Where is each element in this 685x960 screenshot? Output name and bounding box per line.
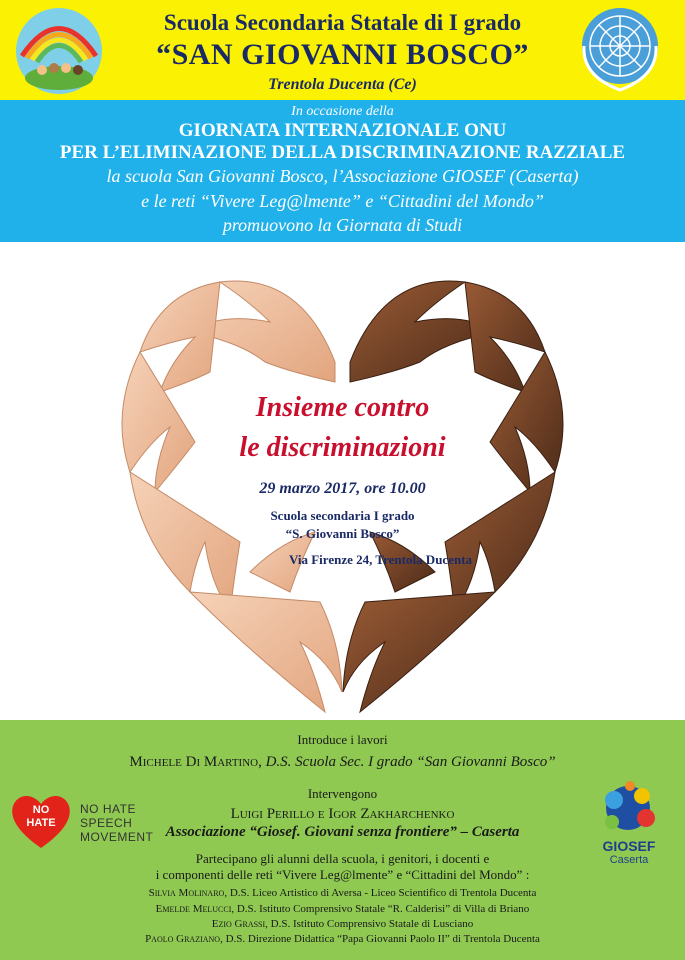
occasion-line-1: la scuola San Giovanni Bosco, l’Associazione GIOSEF (Caserta) bbox=[106, 166, 579, 186]
un-emblem-icon bbox=[574, 6, 666, 94]
participant-1-name: Silvia Molinaro, bbox=[148, 887, 228, 899]
participant-4 bbox=[0, 933, 685, 945]
participants-line-1: Partecipano gli alunni della scuola, i genitori, i docenti e bbox=[195, 851, 490, 866]
nohate-text-3: MOVEMENT bbox=[80, 830, 154, 844]
occasion-title-1: GIORNATA INTERNAZIONALE ONU bbox=[178, 120, 507, 141]
occasion-intro: In occasione della bbox=[291, 104, 394, 119]
nohate-text-2: SPEECH bbox=[80, 816, 133, 830]
event-venue-2: “S. Giovanni Bosco” bbox=[285, 526, 400, 541]
event-date: 29 marzo 2017, ore 10.00 bbox=[259, 480, 426, 497]
participant-3 bbox=[0, 918, 685, 930]
participant-4-name: Paolo Graziano, bbox=[145, 933, 223, 945]
participant-2-name: Emelde Melucci, bbox=[155, 903, 235, 915]
occasion-line-2: e le reti “Vivere Leg@lmente” e “Cittadini del Mondo” bbox=[141, 191, 544, 211]
nohate-heart-line-2: HATE bbox=[26, 817, 56, 829]
participant-4-role: D.S. Direzione Didattica “Papa Giovanni Paolo II” di Trentola Ducenta bbox=[222, 933, 540, 945]
giosef-city: Caserta bbox=[609, 854, 649, 866]
participant-3-name: Ezio Grassi, bbox=[211, 918, 268, 930]
intro-speaker-name: Michele Di Martino, bbox=[129, 754, 262, 770]
participant-2 bbox=[0, 903, 685, 915]
headline-line-1: Insieme contro bbox=[255, 392, 430, 423]
participants-line-2: i componenti delle reti “Vivere Leg@lmente” e “Cittadini del Mondo” : bbox=[155, 867, 530, 882]
header-band bbox=[0, 0, 685, 100]
program-band bbox=[0, 720, 685, 960]
headline-line-2: le discriminazioni bbox=[239, 432, 446, 463]
participant-3-role: D.S. Istituto Comprensivo Statale di Lusciano bbox=[267, 918, 474, 930]
occasion-band bbox=[0, 100, 685, 242]
nohate-heart-line-1: NO bbox=[32, 804, 50, 816]
event-address: Via Firenze 24, Trentola Ducenta bbox=[288, 552, 473, 567]
event-venue-1: Scuola secondaria I grado bbox=[270, 508, 415, 523]
speakers-names: Luigi Perillo e Igor Zakharchenko bbox=[230, 806, 455, 822]
hands-heart-area bbox=[0, 242, 685, 720]
intro-speaker-role: D.S. Scuola Sec. I grado “San Giovanni Bosco” bbox=[261, 754, 556, 770]
giosef-name: GIOSEF bbox=[602, 838, 656, 854]
participant-2-role: D.S. Istituto Comprensivo Statale “R. Calderisi” di Villa di Briano bbox=[234, 903, 530, 915]
speakers-label: Intervengono bbox=[307, 786, 378, 801]
occasion-title-2: PER L’ELIMINAZIONE DELLA DISCRIMINAZIONE RAZZIALE bbox=[59, 142, 626, 163]
school-name: “SAN GIOVANNI BOSCO” bbox=[156, 38, 529, 71]
speakers-org: Associazione “Giosef. Giovani senza frontiere” – Caserta bbox=[165, 824, 520, 840]
school-city: Trentola Ducenta (Ce) bbox=[268, 76, 417, 93]
intro-speaker bbox=[0, 754, 685, 771]
participant-1-role: D.S. Liceo Artistico di Aversa - Liceo Scientifico di Trentola Ducenta bbox=[227, 887, 537, 899]
intro-label: Introduce i lavori bbox=[297, 732, 388, 747]
school-type: Scuola Secondaria Statale di I grado bbox=[163, 10, 522, 35]
nohate-text-1: NO HATE bbox=[80, 802, 136, 816]
participant-1 bbox=[0, 887, 685, 899]
occasion-line-3: promuovono la Giornata di Studi bbox=[222, 215, 463, 235]
